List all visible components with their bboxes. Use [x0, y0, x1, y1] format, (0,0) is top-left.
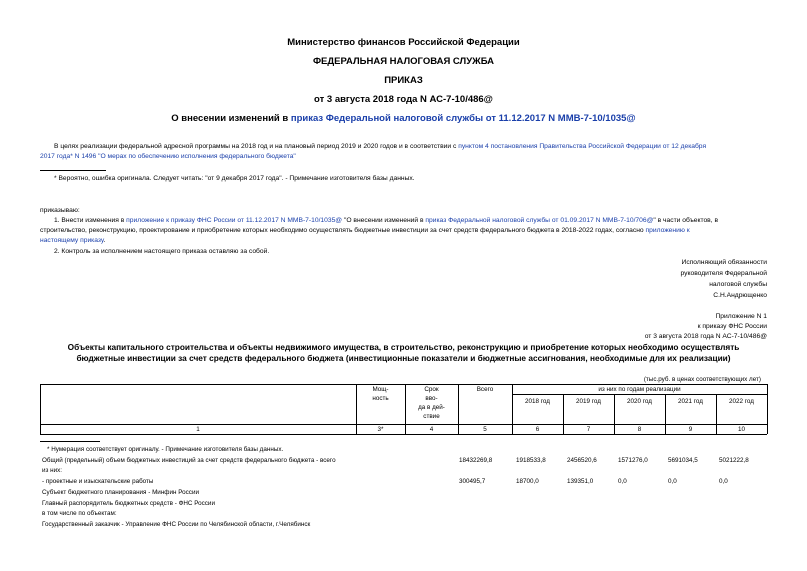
table-top-border	[40, 384, 767, 385]
col-number: 4	[429, 426, 434, 433]
col-number: 10	[737, 426, 745, 433]
preamble-footnote: * Вероятно, ошибка оригинала. Следует читать: "от 9 декабря 2017 года". - Примечание изготовителя базы данных.	[54, 175, 415, 182]
orders-word: приказываю:	[40, 207, 80, 214]
header-term-1: Срок	[424, 386, 439, 393]
row1-total: 18432269,8	[459, 457, 493, 464]
header-capacity-2: ность	[372, 395, 389, 402]
doc-subject-prefix: О внесении изменений в	[171, 113, 291, 124]
col-number: 7	[586, 426, 591, 433]
header-capacity-1: Мощ-	[372, 386, 389, 393]
signature-line-2: руководителя Федеральной	[680, 270, 767, 277]
appendix-title-1: Объекты капитального строительства и объекты недвижимого имущества, в строительство, реконструкцию и приобретение которых необходимо осуществлять	[67, 342, 740, 352]
row2-year-2022: 0,0	[719, 478, 728, 485]
table-footnote: * Нумерация соответствует оригиналу. - Примечание изготовителя базы данных.	[47, 446, 284, 453]
header-year: 2019 год	[576, 398, 601, 405]
order-item-1-end: .	[103, 237, 106, 244]
table-col-line	[767, 384, 768, 434]
order-item-1-prefix: 1. Внести изменения в	[54, 217, 127, 224]
header-term-4: ствие	[423, 413, 440, 420]
appendix-line-1: Приложение N 1	[715, 313, 767, 320]
appendix-line-3: от 3 августа 2018 года N АС-7-10/486@	[644, 333, 767, 340]
header-term-3: да в дей-	[418, 404, 445, 411]
preamble-link-1[interactable]: пунктом 4 постановления Правительства Российской Федерации от 12 декабря	[458, 143, 707, 150]
preamble-link-2[interactable]: 2017 года* N 1496 "О мерах по обеспечению исполнения федерального бюджета"	[40, 153, 296, 160]
row2-year-2020: 0,0	[618, 478, 627, 485]
header-total: Всего	[476, 386, 494, 393]
signature-line-1: Исполняющий обязанности	[681, 259, 767, 266]
table-subheader-line	[512, 394, 767, 395]
row2-year-2019: 139351,0	[567, 478, 594, 485]
info-main-administrator: Главный распорядитель бюджетных средств - ФНС России	[42, 500, 215, 507]
doc-date-number: от 3 августа 2018 года N АС-7-10/486@	[314, 94, 493, 105]
appendix-title-2: бюджетные инвестиции за счет средств федерального бюджета (инвестиционные показатели и бюджетные ассигнования, необходимые для их реализации)	[76, 353, 731, 363]
row1-year-2019: 2456520,6	[567, 457, 597, 464]
order-item-1-mid: "О внесении изменений в	[342, 217, 426, 224]
header-term-2: вво-	[425, 395, 438, 402]
row1-year-2021: 5691034,5	[668, 457, 698, 464]
doc-subject-link[interactable]: приказ Федеральной налоговой службы от 11.12.2017 N ММВ-7-10/1035@	[290, 113, 636, 124]
col-number: 1	[196, 426, 200, 433]
order-item-1-link-3a[interactable]: приложению к	[645, 227, 690, 234]
order-item-1-line-3	[40, 236, 105, 247]
signature-name: С.Н.Андрющенко	[713, 292, 767, 299]
col-number: 8	[637, 426, 642, 433]
order-item-1-rest: " в части объектов, в	[653, 217, 718, 224]
doc-subject	[0, 113, 807, 124]
order-item-1-link-1[interactable]: приложение к приказу ФНС России от 11.12.2017 N ММВ-7-10/1035@	[126, 217, 343, 224]
order-item-1-line-2-text: строительство, реконструкцию, проектирование и приобретение которых необходимо осуществлять бюджетные инвестиции за счет средств федерального бюджета в 2018-2022 годах, согласно	[40, 227, 646, 234]
row1-year-2018: 1918533,8	[516, 457, 546, 464]
table-footnote-divider	[40, 441, 100, 442]
signature-line-3: налоговой службы	[709, 281, 767, 288]
order-item-1-link-2[interactable]: приказ Федеральной налоговой службы от 01.09.2017 N ММВ-7-10/706@	[425, 217, 654, 224]
order-item-1-link-3b[interactable]: настоящему приказу	[40, 237, 104, 244]
col-number: 9	[688, 426, 693, 433]
info-customer: Государственный заказчик - Управление ФНС России по Челябинской области, г.Челябинск	[42, 521, 311, 528]
row1-year-2022: 5021222,8	[719, 457, 749, 464]
order-item-1-line-2	[40, 226, 690, 237]
row2-total: 300495,7	[459, 478, 486, 485]
row2-year-2018: 18700,0	[516, 478, 539, 485]
col-number: 3*	[377, 426, 384, 433]
header-year: 2021 год	[678, 398, 703, 405]
row2-label: - проектные и изыскательские работы	[42, 478, 154, 485]
preamble-line-1	[54, 142, 706, 153]
row1-label-2: из них:	[42, 467, 63, 474]
row2-year-2021: 0,0	[668, 478, 677, 485]
service-title: ФЕДЕРАЛЬНАЯ НАЛОГОВАЯ СЛУЖБА	[312, 56, 495, 67]
preamble-line-2	[40, 152, 296, 163]
info-objects: в том числе по объектам:	[42, 510, 117, 517]
header-year: 2018 год	[525, 398, 550, 405]
info-planning-subject: Субъект бюджетного планирования - Минфин России	[42, 489, 199, 496]
preamble-text: В целях реализации федеральной адресной программы на 2018 год и на плановый период 2019 и 2020 годов и в соответствии с	[54, 143, 459, 150]
table-numbers-bottom	[40, 434, 767, 435]
footnote-divider	[40, 170, 106, 171]
header-year: 2020 год	[627, 398, 652, 405]
header-including-years: из них по годам реализации	[598, 386, 681, 393]
row1-year-2020: 1571276,0	[618, 457, 648, 464]
doc-type-title: ПРИКАЗ	[384, 75, 423, 86]
appendix-line-2: к приказу ФНС России	[697, 323, 767, 330]
order-item-2: 2. Контроль за исполнением настоящего приказа оставляю за собой.	[54, 248, 270, 255]
unit-note: (тыс.руб. в ценах соответствующих лет)	[643, 376, 761, 383]
ministry-title: Министерство финансов Российской Федерации	[287, 37, 520, 48]
order-item-1-line-1	[54, 216, 718, 227]
col-number: 5	[483, 426, 487, 433]
table-header-bottom	[40, 424, 767, 425]
row1-label-1: Общий (предельный) объем бюджетных инвестиций за счет средств федерального бюджета - всего	[42, 457, 336, 464]
col-number: 6	[535, 426, 540, 433]
header-year: 2022 год	[729, 398, 754, 405]
